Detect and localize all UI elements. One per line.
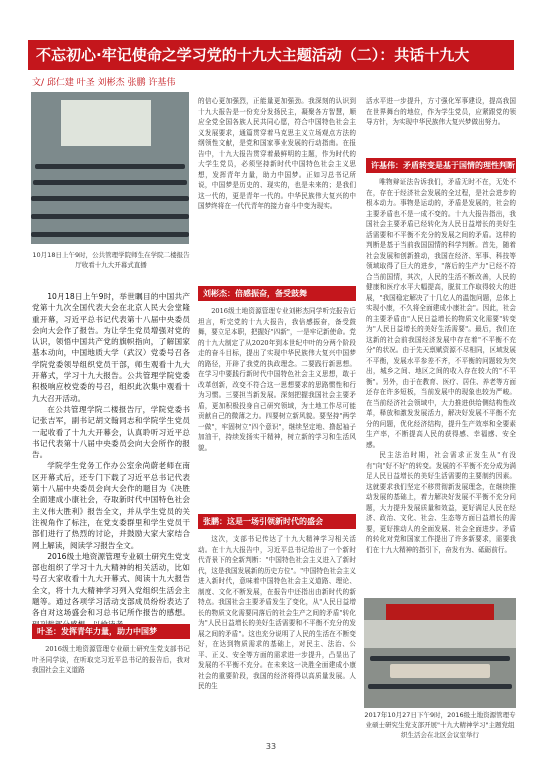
middle-column-top: [198, 96, 356, 274]
photo-meeting-table: [390, 664, 490, 678]
section-heading-xu-jiwei: 许基伟：矛盾转变是基于国情的理性判断: [366, 158, 516, 173]
article-authors: 文/ 邱仁建 叶圣 刘彬杰 张鹏 许基伟: [32, 78, 176, 88]
paragraph: 学院学生党务工作办公室余尚蔚老师在南区开幕式后，还专门下载了习近平总书记代表第十八届中央委员会向大会作的题目为《决胜全面建成小康社会，夺取新时代中国特色社会主义伟大胜利》报告全文，并从学生党员的关注视角作了标注，在党支委群里和学生党员干部们进行了热烈的讨论，并鼓励大家大家结合网上解读，阅读学习报告全文。: [32, 461, 190, 550]
photo-caption-bottom: 2017年10月27日下午9时，2016级土地资源管理专业硕士研究生党支部开展"十九大精神学习"主题党组织生活会在北区会议室举行: [364, 711, 516, 739]
middle-column-mid: [198, 306, 356, 510]
right-column-top: [366, 96, 516, 152]
photo-audience-row: [31, 196, 189, 201]
paragraph: 唯物辩证法告诉我们，矛盾无时不在，无处不在，存在于经济社会发展的全过程，是社会进步的根本动力。事物是运动的，矛盾是发展的，社会的主要矛盾也不是一成不变的。十九大报告指出，我国社会主要矛盾已经转化为人民日益增长的美好生活需要和不平衡不充分的发展之间的矛盾。这样的判断是基于当前我国国情的科学判断。首先，随着社会发展和创新推动，我国在经济、军事、科技等领域取得了巨大的进步，"落后的生产力"已经不符合当前国情，其次，人民的生活不断改善，人民的健康和医疗水平大幅提高，脱贫工作取得较大的进展，"我国稳定解决了十几亿人的温饱问题，总体上实现小康，不久将全面建成小康社会"。因此，社会的主要矛盾由"人民日益增长的物质文化需要"转变为"人民日益增长的美好生活需要"。最后，我们在这新的社会前我国经济发展中存在着"不平衡不充分"的状况。由于先天禀赋资源不尽相同，区域发展不平衡，发展水平参差不齐，不平衡的问题较为突出，城乡之间、地区之间的收入存在较大的"不平衡"。另外，由于在教育、医疗、居住、养老等方面还存在许多短板，当前发展中的现象也较为严峻。在当前经济社会领域中，大力推进供给侧结构性改革，释放和激发发展活力，解决好发展不平衡不充分的问题，优化经济结构，提升生产效率和全要素生产率，不断提高人民的获得感、幸福感、安全感。: [366, 178, 516, 449]
photo-caption-top: 10月18日上午9时，公共管理学院师生在学院二楼报告厅收看十九大开幕式直播: [32, 251, 190, 269]
right-column-body: [366, 177, 516, 593]
page-number: 33: [265, 742, 277, 751]
photo-red-banner: [386, 604, 494, 620]
photo-audience-row: [35, 164, 185, 169]
photo-audience-row: [31, 214, 189, 219]
photo-audience-row: [33, 180, 187, 185]
photo-watching-ceremony: [31, 92, 189, 244]
paragraph: 这次，支部书记传达了十九大精神学习相关活动。在十九大报告中，习近平总书记给出了一个新时代背景下的全新判断："中国特色社会主义进入了新时代，这是我国发展新的历史方位"。"中国特色社会主义进入新时代，意味着中国特色社会主义道路、理论、制度、文化不断发展，在报告中还指出由新时代的新特点。我国社会主要矛盾发生了变化，从"人民日益增长的物质文化需要同落后的社会生产之间的矛盾"转化为"人民日益增长的美好生活需要和不平衡不充分的发展之间的矛盾"。这也充分说明了人民的生活在不断变好，在达到物质需求的基础上，对民主、法治、公平、正义、安全等方面的需求进一步提升，凸显出了发展的不平衡不充分。在未来这一决胜全面建成小康社会的重要阶段，我国的经济将得以高质量发展。人民的生: [198, 535, 356, 690]
paragraph: 2016级土地资源管理专业刘彬杰同学听完报告后坦言，听完党的十九大报告，我倍感振奋，备受鼓舞，要立足本职，把握好"四新"，一是牢记新使命。党的十九大制定了从2020年到本世纪中叶的分两个阶段走的奋斗目标，提出了实现中华民族伟大复兴中国梦的路径，开辟了我党的执政理念。二要践行新思想。在学习中要践行新时代中国特色社会主义思想，敢于改革创新，改变不符合这一思想要求的思路惯性和行为习惯。三要担当新发展。深刻把握我国社会主要矛盾，更加积极投身自己研究领域，为土地工作尽可能贡献自己的微薄之力。四要树立新风貌。要坚持"两学一做"，牢固树立"四个意识"，继续坚定地、撸起袖子加油干，持续发扬实干精神，树立新的学习和生活风貌。: [198, 307, 356, 452]
paragraph: 活水平进一步提升，方寸强化军事建设，提高我国在世界舞台的地位，作为学生党员，应紧跟党的领导方针，为实现中华民族伟大复兴梦做出努力。: [366, 97, 516, 126]
photo-wall: [364, 620, 516, 648]
photo-attendee-row: [370, 656, 510, 661]
paragraph: 10月18日上午9时，举世瞩目的中国共产党第十九次全国代表大会在北京人民大会堂隆重开幕，习近平总书记代表第十八届中央委员会向大会作了报告。为让学生党员增强对党的认识，领悟中国共产党的旗帜指向，了解国家基本动向，中国地质大学（武汉）党委号召各学院党委领导组织党员干部，师生观看十九大开幕式，学习十九大报告。公共管理学院党委积极响应校党委的号召，组织此次集中观看十九大召开活动。: [32, 292, 190, 403]
photo-audience-row: [31, 232, 189, 237]
paragraph: 民主法治时期，社会需求正发生从"有没有"向"好不好"的转变。发展的不平衡不充分成为满足人民日益增长的美好生活需要的主要制约因素。这就要求我们坚定不移贯彻新发展理念，在继续推动发展的基础上，着力解决好发展不平衡不充分问题，大力提升发展质量和效益，更好满足人民在经济、政治、文化、社会、生态等方面日益增长的需要，更好推动人的全面发展、社会全面进步。矛盾的转化对党和国家工作提出了许多新要求，需要我们在十九大精神的指引下，奋发有为、砥砺前行。: [366, 451, 516, 554]
photo-attendee-row: [368, 684, 512, 689]
section-heading-ye-sheng: 叶圣：发挥青年力量，助力中国梦: [32, 624, 190, 639]
photo-party-branch-meeting: [364, 598, 516, 708]
paragraph: 2016级土地资源管理专业硕士研究生党支部书记叶圣同学谈，在听取完习近平总书记的报告后，我对我国社会主义道路: [32, 645, 190, 674]
section-heading-zhang-peng: 张鹏：这是一场引领新时代的盛会: [198, 514, 356, 529]
left-column-continued: [32, 644, 190, 736]
section-heading-liu-binjie: 刘彬杰：倍感振奋，备受鼓舞: [198, 286, 356, 301]
paragraph: 的信心更加强烈，正能量更加强劲。我深刻的认识到十九大报告是一份充分发扬民主，凝聚各方智慧，顺应全党全国各族人民共同心愿，符合中国特色社会主义发展要求，通篇贯穿着马克思主义立场观点方法的纲领性文献，是党和国家事业发展的行动指南。在报告中，十九大报告贯穿着最鲜明的主题，作为时代的大学生党员，必须坚持新时代中国特色社会主义思想，发挥青年力量，助力中国梦。正如习总书记所说，中国梦是历史的、现实的，也是未来的；是我们这一代的，更是青年一代的。中华民族伟大复兴的中国梦终将在一代代青年的接力奋斗中变为现实。: [198, 97, 356, 210]
article-title: 不忘初心·牢记使命之学习党的十九大主题活动（二）：共话十九大: [28, 40, 514, 70]
middle-column-bottom: [198, 534, 356, 736]
paragraph: 在公共管理学院二楼报告厅，学院党委书记张吉军，副书记胡文翰同志和学院学生党员一起收看了十九大开幕会，认真聆听习近平总书记代表第十八届中央委员会向大会所作的报告。: [32, 404, 190, 460]
photo-projection-screen: [61, 100, 151, 146]
paragraph: 2016级土地资源管理专业硕士研究生党支部也组织了学习十九大精神的相关活动，比如号召大家收看十九大开幕式、阅读十九大报告全文，将十九大精神学习列入党组织生活会主题等。通过各项学习活动支部成员纷纷表达了各自对这场盛会和习总书记所作报告的感想。: [32, 551, 190, 618]
left-column: [32, 291, 190, 621]
